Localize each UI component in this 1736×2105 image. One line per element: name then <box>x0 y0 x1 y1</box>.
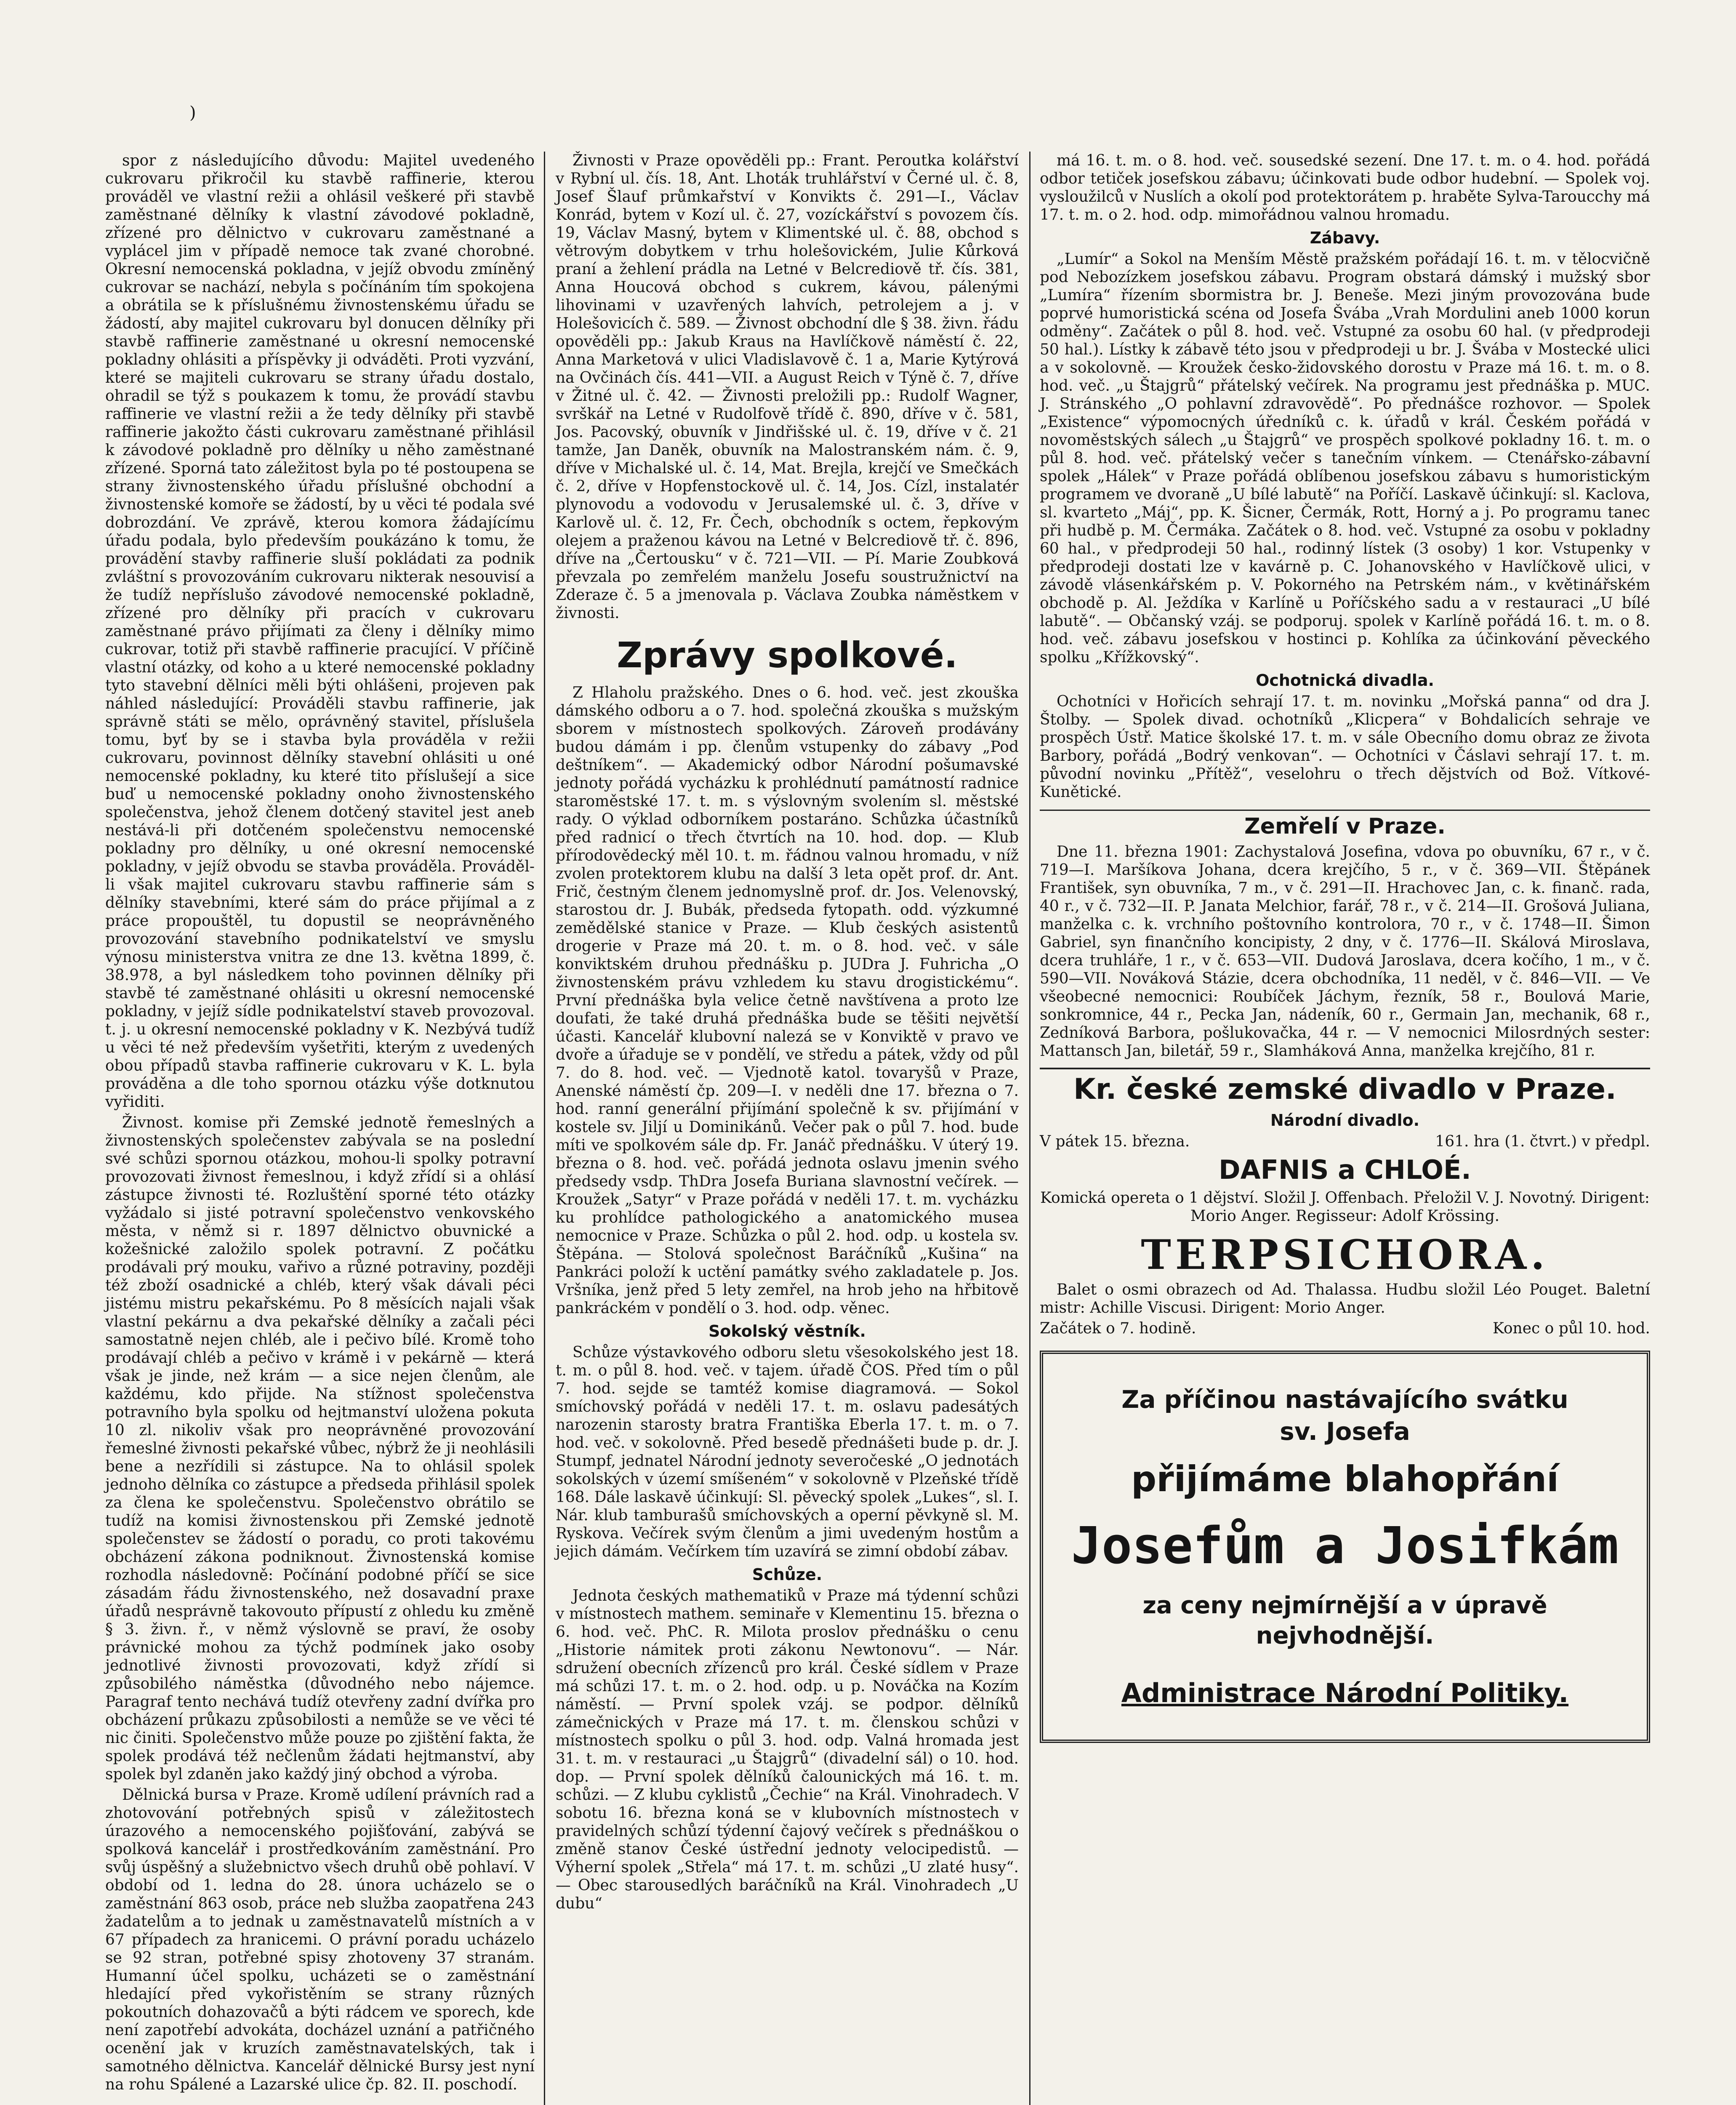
end-time: Konec o půl 10. hod. <box>1492 1320 1650 1337</box>
section-heading-schuze: Schůze. <box>752 1565 823 1584</box>
column-3 <box>1040 152 1650 1743</box>
ad-line-5: Administrace Národní Politiky. <box>1121 1678 1569 1708</box>
ad-line-1b: sv. Josefa <box>1280 1417 1410 1446</box>
ad-line-1: Za příčinou nastávajícího svátku <box>1121 1385 1568 1414</box>
article-paragraph: Živnost. komise při Zemské jednotě řemeslných a živnostenských společenstev zabývala se na poslední své schůzi spornou otázkou, mohou-li spolky potravní provozovati živnost řemeslnou, i když zřídí si a ohlásí zástupce živnosti té. Rozluštění sporné této otázky vyžádalo si jisté potravní společenstvo venkovského města, v němž si r. 1897 dělnictvo obuvnické a kožešnické založilo spolek potravní. Z počátku prodávali prý mouku, vařivo a různé potraviny, později též zboží osadnické a chléb, který však dávali péci jistému mistru pekařskému. Po 8 měsících najali však vlastní pekárnu a dva pekařské dělníky a začali péci samostatně nejen chléb, ale i pečivo bílé. Kromě toho prodávají chléb a pečivo v krámě i v pekárně — která však je jinde, než krám — a sice nejen členům, ale každému, kdo přijde. Na stížnost společenstva potravního byla spolku od hejtmanství uložena pokuta 10 zl. nikoliv však pro neoprávněné provozování řemeslné živnosti pekařské vůbec, nýbrž že ji neohlásili bene a nezřídili si zástupce. Na to ohlásil spolek jednoho dělníka co zástupce a předseda přihlásil spolek za člena ke společenstvu. Společenstvo obrátilo se tudíž na komisi živnostenskou při Zemské jednotě společenstev se žádostí o poradu, co proti takovému obcházení zákona podniknout. Živnostenská komise rozhodla následovně: Počínání podobné příčí se sice zásadám řádu živnostenského, než dosavadní praxe úřadů nesprávně takovouto přípustí z ohledu ku změně § 3. živn. ř., v němž výslovně se praví, že osoby právnické mohou za týchž podmínek jako osoby jednotlivé živnosti provozovati, když zřídí si způsobilého náměstka (důvodného nebo nájemce. Paragraf tento nechává tudíž otevřeny zadní dvířka pro obcházení průkazu způsobilosti a nemůže se ve věci té nic činiti. Společenstvo může pouze po zjištění fakta, že spolek prodává též nečlenům žádati hejtmanství, aby spolek byl zdaněn jako každý jiný obchod a výroba. <box>105 1114 535 1783</box>
article-paragraph: spor z následujícího důvodu: Majitel uvedeného cukrovaru přikročil ku stavbě raffinerie, kterou prováděl ve vlastní režii a ohlásil veškeré při stavbě zaměstnané dělníky k vlastní závodové pokladně, zřízené pro dělnictvo v cukrovaru zaměstnané a vyplácel jim v případě nemoce tak zvané chorobné. Okresní nemocenská pokladna, v jejíž obvodu zmíněný cukrovar se nachází, nebyla s počínáním tím spokojena a obrátila se k příslušnému živnostenskému úřadu se žádostí, aby majitel cukrovaru byl donucen dělníky při stavbě raffinerie zaměstnané u okresní nemocenské pokladny ohlásiti a příspěvky ji odváděti. Proti vyzvání, které se majiteli cukrovaru se strany úřadu dostalo, ohradil se týž s poukazem k tomu, že provádí stavbu raffinerie ve vlastní režii a že tedy dělníky při stavbě raffinerie jakožto části cukrovaru zaměstnané přihlásil k závodové pokladně pro dělníky u něho zaměstnané zřízené. Sporná tato záležitost byla po té postoupena se strany živnostenského úřadu příslušné obchodní a živnostenské komoře se žádostí, by u věci té podala své dobrozdání. Ve zprávě, kterou komora žádajícímu úřadu podala, bylo především poukázáno k tomu, že provádění stavby raffinerie sluší pokládati za podnik zvláštní s provozováním cukrovaru nikterak nesouvisí a že tudíž nepříslušo závodové nemocenské pokladně, zřízené pro dělníky při pracích v cukrovaru zaměstnané právo přijímati za členy i dělníky mimo cukrovar, totiž při stavbě raffinerie pracující. V příčině vlastní otázky, od koho a u které nemocenské pokladny tyto stavební dělníci měli býti ohlášeni, projeven pak náhled následující: Prováděli stavbu raffinerie, jak správně státi se mělo, oprávněný stavitel, příslušela tomu, byť by se i stavba byla prováděla v režii cukrovaru, povinnost dělníky stavební ohlásiti u oné nemocenské pokladny, ku které tito příslušejí a sice buď u nemocenské pokladny onoho živnostenského společenstva, jehož členem dotčený stavitel jest aneb nestává-li při dotčeném společenstvu nemocenské pokladny pro dělníky, u oné okresní nemocenské pokladny, v jejíž obvodu se stavba prováděla. Prováděl-li však majitel cukrovaru stavbu raffinerie sám s dělníky stavebními, které sám do práce přijímal a z práce propouštěl, tu dopustil se neoprávněného provozování stavebního podnikatelství ve smyslu výnosu ministerstva vnitra ze dne 13. května 1899, č. 38.978, a byl následkem toho povinnen dělníky při stavbě té zaměstnané ohlásiti u okresní nemocenské pokladny, v jejíž sídle podnikatelství staveb provozoval. t. j. u okresní nemocenské pokladny v K. Nezbývá tudíž u věci té než především vyšetřiti, kterým z uvedených obou případů stavba raffinerie cukrovaru v K. L. byla prováděna a dle toho spornou otázku výše dotknutou vyřiditi. <box>105 152 535 1111</box>
ad-line-3: Josefům a Josifkám <box>1071 1517 1619 1575</box>
theater-subscription: 161. hra (1. čtvrt.) v předpl. <box>1435 1133 1650 1150</box>
article-paragraph: Živnosti v Praze opověděli pp.: Frant. Peroutka kolářství v Rybní ul. čís. 18, Ant. Lhoták truhlářství v Černé ul. č. 8, Josef Šlauf průmkařství v Konvikts č. 291—I., Václav Konrád, bytem v Kozí ul. č. 27, vozíckářství s povozem čís. 19, Václav Masný, bytem v Klimentské ul. č. 88, obchod s větrovým dobytkem v trhu holešovickém, Julie Kůrková praní a žehlení prádla na Letné v Belcrediově tř. čís. 381, Anna Houcová obchod s cukrem, kávou, pálenými lihovinami v uzavřených lahvích, petrolejem a j. v Holešovicích č. 589. — Živnost obchodní dle § 38. živn. řádu opověděli pp.: Jakub Kraus na Havlíčkově náměstí č. 22, Anna Marketová v ulici Vladislavově č. 1 a, Marie Kytýrová na Ovčinách čís. 441—VII. a August Reich v Týně č. 7, dříve v Žitné ul. č. 42. — Živnosti preložili pp.: Rudolf Wagner, svrškář na Letné v Rudolfově třídě č. 890, dříve v č. 581, Jos. Pacovský, obuvník v Jindřišské ul. č. 19, dříve v č. 21 tamže, Jan Daněk, obuvník na Malostranském nám. č. 9, dříve v Michalské ul. č. 14, Mat. Brejla, krejčí ve Smečkách č. 2, dříve v Hopfenstockově ul. č. 14, Jos. Cízl, instalatér plynovodu a vodovodu v Jerusalemské ul. č. 3, dříve v Karlově ul. č. 12, Fr. Čech, obchodník s octem, řepkovým olejem a praženou kávou na Letné v Belcrediově tř. č. 896, dříve na „Čertousku“ v č. 721—VII. — Pí. Marie Zoubková převzala po zemřelém manželu Josefu soustružnictví na Zderaze č. 5 a jmenovala p. Václava Zoubka náměstkem v živnosti. <box>556 152 1019 622</box>
article-paragraph: Dne 11. března 1901: Zachystalová Josefina, vdova po obuvníku, 67 r., v č. 719—I. Maršíkova Johana, dcera krejčího, 5 r., v č. 369—VII. Štěpánek František, syn obuvníka, 7 m., v č. 291—II. Hrachovec Jan, c. k. finanč. rada, 40 r., v č. 732—II. P. Janata Melchior, farář, 78 r., v č. 214—II. Grošová Juliana, manželka c. k. vrchního poštovního kontrolora, 70 r., v č. 1748—II. Šimon Gabriel, syn finančního koncipisty, 2 dny, v č. 1776—II. Skálová Miroslava, dcera truhláře, 1 r., v č. 653—VII. Dudová Jaroslava, dcera kočího, 1 m., v č. 590—VII. Nováková Stázie, dcera obchodníka, 11 neděl, v č. 846—VII. — Ve všeobecné nemocnici: Roubíček Jáchym, řezník, 58 r., Boulová Marie, sonkromnice, 44 r., Pecka Jan, nádeník, 60 r., Germain Jan, mechanik, 68 r., Zedníková Barbora, pošlukovačka, 44 r. — V nemocnici Milosrdných sester: Mattansch Jan, biletář, 59 r., Slamháková Anna, manželka krejčího, 81 r. <box>1040 843 1650 1060</box>
start-time: Začátek o 7. hodině. <box>1040 1320 1196 1337</box>
section-heading-zabavy: Zábavy. <box>1310 229 1380 247</box>
column-divider <box>544 152 545 2105</box>
section-heading-zemreli: Zemřelí v Praze. <box>1040 810 1650 839</box>
play-description: Komická opereta o 1 dějství. Složil J. Offenbach. Přeložil V. J. Novotný. Dirigent: Morio Anger. Regisseur: Adolf Krössing. <box>1040 1189 1650 1225</box>
ad-line-2: přijímáme blahopřání <box>1131 1458 1559 1500</box>
section-heading-sokol: Sokolský věstník. <box>708 1322 866 1340</box>
theater-times-row <box>1040 1319 1650 1338</box>
theater-title: Kr. české zemské divadlo v Praze. <box>1040 1068 1650 1106</box>
column-1 <box>105 152 535 2096</box>
ad-line-4: za ceny nejmírnější a v úpravě nejvhodnější. <box>1142 1592 1547 1649</box>
play-title: DAFNIS a CHLOÉ. <box>1219 1154 1471 1185</box>
article-paragraph: Schůze výstavkového odboru sletu všesokolského jest 18. t. m. o půl 8. hod. več. v tajem. úřadě ČOS. Před tím o půl 7. hod. sejde se tamtéž komise diagramová. — Sokol smíchovský pořádá v neděli 17. t. m. oslavu padesátých narozenin starosty bratra Františka Eberla 17. t. m. o 7. hod. več. v sokolovně. Před besedě přednášeti bude p. dr. J. Stumpf, jednatel Národní jednoty severočeské „O jednotách sokolských v území smíšeném“ v sokolovně v Plzeňské třídě 168. Dále laskavě účinkují: Sl. pěvecký spolek „Lukes“, sl. I. Nár. klub tamburašů smíchovských a operní pěvkyně sl. M. Ryskova. Večírek svým členům a jimi uvedeným hostům a jejich dámám. Večírkem tím uzavírá se zimní období zábav. <box>556 1344 1019 1560</box>
column-2 <box>556 152 1019 1915</box>
ballet-title: TERPSICHORA. <box>1141 1231 1549 1279</box>
column-divider <box>1029 152 1030 2105</box>
advertisement-box <box>1040 1351 1650 1743</box>
article-paragraph: má 16. t. m. o 8. hod. več. sousedské sezení. Dne 17. t. m. o 4. hod. pořádá odbor tetiček josefskou zábavu; účinkovati bude odbor hudební. — Spolek voj. vysloužilců v Nuslích a okolí pod protektorátem p. hraběte Sylva-Taroucchy má 17. t. m. o 2. hod. odp. mimořádnou valnou hromadu. <box>1040 152 1650 224</box>
article-paragraph: Jednota českých mathematiků v Praze má týdenní schůzi v místnostech mathem. seminaře v Klementinu 15. března o 6. hod. več. PhC. R. Milota proslov přednášku o cenu „Historie námitek proti zákonu Newtonovu“. — Nár. sdružení obecních zřízenců pro král. České sídlem v Praze má schůzi 17. t. m. o 2. hod. odp. u p. Nováčka na Kozím náměstí. — První spolek vzáj. se podpor. dělníků zámečnických v Praze má 17. t. m. členskou schůzi v místnostech spolku o půl 3. hod. odp. Valná hromada jest 31. t. m. v restauraci „u Štajgrů“ (divadelní sál) o 10. hod. dop. — První spolek dělníků čalounických má 16. t. m. schůzi. — Z klubu cyklistů „Čechie“ na Král. Vinohradech. V sobotu 16. března koná se v klubovních místnostech v pravidelných schůzí týdenní čajový večírek s přednáškou o změně stanov České ústřední jednoty velocipedistů. — Výherní spolek „Střela“ má 17. t. m. schůzi „U zlaté husy“. — Obec starousedlých baráčníků na Král. Vinohradech „U dubu“ <box>556 1587 1019 1912</box>
article-paragraph: Ochotníci v Hořicích sehrají 17. t. m. novinku „Mořská panna“ od dra J. Štolby. — Spolek divad. ochotníků „Klicpera“ v Bohdalicích sehraje ve prospěch Ústř. Matice školské 17. t. m. v sále Obecního domu obraz ze života Barbory, pořádá „Bodrý venkovan“. — Ochotníci v Čáslavi sehrají 17. t. m. původní novinku „Přítěž“, veselohru o třech dějstvích od Bož. Vítkové-Kunětické. <box>1040 693 1650 801</box>
article-paragraph: „Lumír“ a Sokol na Menším Městě pražském pořádají 16. t. m. v tělocvičně pod Nebozízkem josefskou zábavu. Program obstará dámský i mužský sbor „Lumíra“ řízením sbormistra br. J. Beneše. Mezi jiným provozována bude poprvé humoristická scéna od Josefa Švába „Vrah Mordulini aneb 1000 korun odměny“. Začátek o půl 8. hod. več. Vstupné za osobu 60 hal. (v předprodeji 50 hal.). Lístky k zábavě této jsou v předprodeji u br. J. Švába v Mostecké ulici a v sokolovně. — Kroužek česko-židovského dorostu v Praze má 16. t. m. o 8. hod. več. „u Štajgrů“ přátelský večírek. Na programu jest přednáška p. MUC. J. Stránského „O pohlavní zdravovědě“. Po přednášce rozhovor. — Spolek „Existence“ výpomocných úředníků c. k. úřadů v král. Českém pořádá v novoměstských sálech „u Štajgrů“ ve prospěch spolkové pokladny 16. t. m. o půl 8. hod. več. přátelský večer s tanečním vínkem. — Ctenářsko-zábavní spolek „Hálek“ v Praze pořádá oblíbenou josefskou zábavu s humoristickým programem ve dvoraně „U bílé labutě“ na Poříčí. Laskavě účinkují: sl. Kaclova, sl. kvarteto „Máj“, pp. K. Šicner, Čermák, Rott, Horný a j. Po programu tanec při hudbě p. M. Čermáka. Začátek o 8. hod. več. Vstupné za osobu v pokladny 60 hal., v předprodeji 50 hal., rodinný lístek (3 osoby) 1 kor. Vstupenky v předprodeji dostati lze v kavárně p. C. Johanovského v Havlíčkově ulici, v závodě vlásenkářském p. V. Pokorného na Petrském nám., v květinářském obchodě p. Al. Ježdíka v Karlíně u Poříčského sadu a v restauraci „U bílé labutě“. — Občanský vzáj. se podporuj. spolek v Karlíně pořádá 16. t. m. o 8. hod. več. zábavu josefskou v hostinci p. Kohlíka za účinkování pěveckého spolku „Křížkovský“. <box>1040 250 1650 666</box>
article-paragraph: Dělnická bursa v Praze. Kromě udílení právních rad a zhotovování potřebných spisů v záležitostech úrazového a nemocenského pojišťování, zabývá se spolková kancelář i prostředkováním zaměstnání. Pro svůj úspěšný a služebnictvo všech druhů obě pohlaví. V období od 1. ledna do 28. února ucházelo se o zaměstnání 863 osob, práce neb služba zaopatřena 243 žadatelům a to jednak u zaměstnavatelů místních a v 67 případech za hranicemi. O právní poradu ucházelo se 92 stran, potřebné spisy zhotoveny 37 stranám. Humanní účel spolku, ucházeti se o zaměstnání hledající před vykořistěním se strany různých pokoutních dohazovačů a býti rádcem ve sporech, kde není zapotřebí advokáta, docházel uznání a patřičného ocenění jak v kruzích zaměstnavatelských, tak i samotného dělnictva. Kancelář dělnické Bursy jest nyní na rohu Spálené a Lazarské ulice čp. 82. II. poschodí. <box>105 1786 535 2093</box>
page-mark: ) <box>189 103 196 123</box>
ballet-description: Balet o osmi obrazech od Ad. Thalassa. Hudbu složil Léo Pouget. Baletní mistr: Achille Viscusi. Dirigent: Morio Anger. <box>1040 1281 1650 1316</box>
article-paragraph: Z Hlaholu pražského. Dnes o 6. hod. več. jest zkouška dámského odboru a o 7. hod. společná zkouška s mužským sborem v místnostech spolkových. Zároveň prodávány budou dámám i pp. členům vstupenky do zábavy „Pod deštníkem“. — Akademický odbor Národní pošumavské jednoty pořádá vycházku k prohlédnutí památností radnice staroměstské 17. t. m. s výslovným svolením sl. městské rady. O výklad odborníkem postaráno. Schůzka účastníků před radnicí o třech čtvrtích na 10. hod. dop. — Klub přírodovědecký měl 10. t. m. řádnou valnou hromadu, v níž zvolen protektorem klubu na další 3 leta opět prof. dr. Ant. Frič, čestným členem jednomyslně prof. dr. Jos. Velenovský, starostou dr. J. Bubák, předseda fytopath. odd. výzkumné zemědělské stanice v Praze. — Klub českých asistentů drogerie v Praze má 20. t. m. o 8. hod. več. v sále konviktském druhou přednášku p. JUDra J. Fuhricha „O živnostenském právu vzhledem ku stavu drogistickému“. První přednáška byla velice četně navštívena a proto lze doufati, že také druhá přednáška bude se těšiti největší účasti. Kancelář klubovní nalezá se v Konviktě v pravo ve dvoře a úřaduje se v pondělí, ve středu a pátek, vždy od půl 7. do 8. hod. več. — Vjednotě katol. tovaryšů v Praze, Anenské náměstí čp. 209—I. v neděli dne 17. března o 7. hod. ranní generální přijímání společně k sv. přijímání v kostele sv. Jiljí u Dominikánů. Večer pak o půl 7. hod. bude míti ve spolkovém sále dp. Fr. Janáč přednášku. V úterý 19. března o 8. hod. več. pořádá jednota oslavu jmenin svého předsedy vsdp. ThDra Josefa Buriana slavnostní večírek. — Kroužek „Satyr“ v Praze pořádá v neděli 17. t. m. vycházku ku prohlídce pathologického a anatomického musea nemocnice v Praze. Schůzka o půl 2. hod. odp. u kostela sv. Štěpána. — Stolová společnost Baráčníků „Kušina“ na Pankráci položí k uctění památky svého zakladatele p. Jos. Vršníka, jenž před 5 lety zemřel, na hrob jeho na hřbitově pankráckém v pondělí o 3. hod. odp. věnec. <box>556 684 1019 1317</box>
theater-date: V pátek 15. března. <box>1040 1133 1190 1150</box>
section-heading-spolky: Zprávy spolkové. <box>617 634 958 676</box>
theater-subtitle: Národní divadlo. <box>1270 1111 1420 1130</box>
section-heading-ochotnicka: Ochotnická divadla. <box>1256 671 1434 690</box>
theater-date-row <box>1040 1132 1650 1151</box>
